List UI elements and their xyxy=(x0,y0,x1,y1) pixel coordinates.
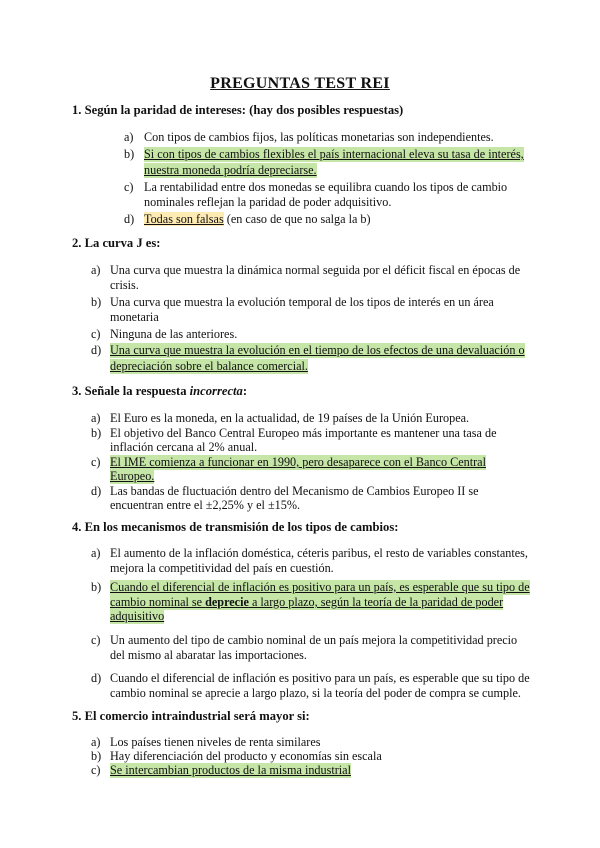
question-4-heading: 4. En los mecanismos de transmisión de los tipos de cambios: xyxy=(72,520,399,534)
q3-heading-prefix: 3. Señale la respuesta xyxy=(72,384,190,398)
q3-option-c-letter: c) xyxy=(91,455,101,469)
q4-option-b-text-line2 xyxy=(110,595,503,610)
q1-option-a-letter: a) xyxy=(124,130,134,144)
q4-option-b-line2-bold: deprecie xyxy=(205,595,249,609)
q1-option-c-text-line2: nominales reflejan la paridad de poder adquisitivo. xyxy=(144,195,392,209)
q5-option-a-letter: a) xyxy=(91,735,101,749)
q1-option-a-text: Con tipos de cambios fijos, las políticas monetarias son independientes. xyxy=(144,130,494,144)
q3-option-a-text: El Euro es la moneda, en la actualidad, de 19 países de la Unión Europea. xyxy=(110,411,470,425)
q2-option-a-text-line1: Una curva que muestra la dinámica normal seguida por el déficit fiscal en épocas de xyxy=(110,263,521,277)
q2-option-b-text-line2: monetaria xyxy=(110,310,159,324)
question-5-heading: 5. El comercio intraindustrial será mayor si: xyxy=(72,709,310,723)
question-2-heading: 2. La curva J es: xyxy=(72,236,161,250)
q4-option-a-letter: a) xyxy=(91,546,101,560)
question-1-heading: 1. Según la paridad de intereses: (hay dos posibles respuestas) xyxy=(72,103,404,117)
q1-option-d-highlight: Todas son falsas xyxy=(144,212,224,226)
q1-option-b-text-line1: Si con tipos de cambios flexibles el país internacional eleva su tasa de interés, xyxy=(144,147,524,161)
q3-heading-suffix: : xyxy=(242,384,248,398)
q3-option-c-text-line1: El IME comienza a funcionar en 1990, pero desaparece con el Banco Central xyxy=(110,455,486,469)
q2-option-b-text-line1: Una curva que muestra la evolución temporal de los tipos de interés en un área xyxy=(110,295,494,309)
q1-option-c-letter: c) xyxy=(124,180,134,194)
q4-option-b-line2-prefix: cambio nominal se xyxy=(110,595,206,609)
q5-option-a-text: Los países tienen niveles de renta similares xyxy=(110,735,321,749)
q4-option-c-text-line1: Un aumento del tipo de cambio nominal de un país mejora la competitividad precio xyxy=(110,633,518,647)
q1-option-b-letter: b) xyxy=(124,147,135,161)
q5-option-b-text: Hay diferenciación del producto y economías sin escala xyxy=(110,749,382,763)
question-3-heading xyxy=(72,384,247,399)
q2-option-c-text: Ninguna de las anteriores. xyxy=(110,327,238,341)
q4-option-d-letter: d) xyxy=(91,671,102,685)
q3-option-b-letter: b) xyxy=(91,426,102,440)
q2-option-d-text-line2: depreciación sobre el balance comercial. xyxy=(110,359,308,373)
q3-option-a-letter: a) xyxy=(91,411,101,425)
q1-option-d-rest: (en caso de que no salga la b) xyxy=(223,212,371,226)
q1-option-d-text xyxy=(144,212,371,227)
q2-option-d-letter: d) xyxy=(91,343,102,357)
q3-option-b-text-line2: inflación cercana al 2% anual. xyxy=(110,440,258,454)
q3-option-d-text-line2: encuentran entre el ±2,25% y el ±15%. xyxy=(110,498,301,512)
q1-option-c-text-line1: La rentabilidad entre dos monedas se equilibra cuando los tipos de cambio xyxy=(144,180,508,194)
q1-option-d-letter: d) xyxy=(124,212,135,226)
q4-option-b-text-line3: adquisitivo xyxy=(110,609,165,623)
q4-option-b-letter: b) xyxy=(91,580,102,594)
q4-option-a-text-line2: mejora la competitividad del país en cuestión. xyxy=(110,561,334,575)
q3-option-d-text-line1: Las bandas de fluctuación dentro del Mecanismo de Cambios Europeo II se xyxy=(110,484,479,498)
q1-option-b-text-line2: nuestra moneda podría depreciarse. xyxy=(144,163,317,177)
page-title: PREGUNTAS TEST REI xyxy=(210,75,390,92)
q4-option-d-text-line1: Cuando el diferencial de inflación es positivo para un país, es esperable que su tipo de xyxy=(110,671,530,685)
q3-option-c-text-line2: Europeo. xyxy=(110,469,155,483)
q5-option-c-letter: c) xyxy=(91,763,101,777)
q2-option-a-letter: a) xyxy=(91,263,101,277)
q5-option-c-text: Se intercambian productos de la misma industrial xyxy=(110,763,351,777)
q3-option-d-letter: d) xyxy=(91,484,102,498)
q2-option-d-text-line1: Una curva que muestra la evolución en el tiempo de los efectos de una devaluación o xyxy=(110,343,525,357)
q2-option-c-letter: c) xyxy=(91,327,101,341)
q4-option-b-line2-suffix: a largo plazo, según la teoría de la paridad de poder xyxy=(248,595,504,609)
q2-option-a-text-line2: crisis. xyxy=(110,278,139,292)
q4-option-c-letter: c) xyxy=(91,633,101,647)
q5-option-b-letter: b) xyxy=(91,749,102,763)
q4-option-b-text-line1: Cuando el diferencial de inflación es positivo para un país, es esperable que su tipo de xyxy=(110,580,530,594)
q4-option-a-text-line1: El aumento de la inflación doméstica, céteris paribus, el resto de variables constantes, xyxy=(110,546,528,560)
q3-heading-emphasis: incorrecta xyxy=(189,384,243,398)
q2-option-b-letter: b) xyxy=(91,295,102,309)
q4-option-d-text-line2: cambio nominal se aprecie a largo plazo, si la teoría del poder de compra se cumple. xyxy=(110,686,521,700)
q3-option-b-text-line1: El objetivo del Banco Central Europeo más importante es mantener una tasa de xyxy=(110,426,497,440)
q4-option-c-text-line2: del mismo al abaratar las importaciones. xyxy=(110,648,307,662)
